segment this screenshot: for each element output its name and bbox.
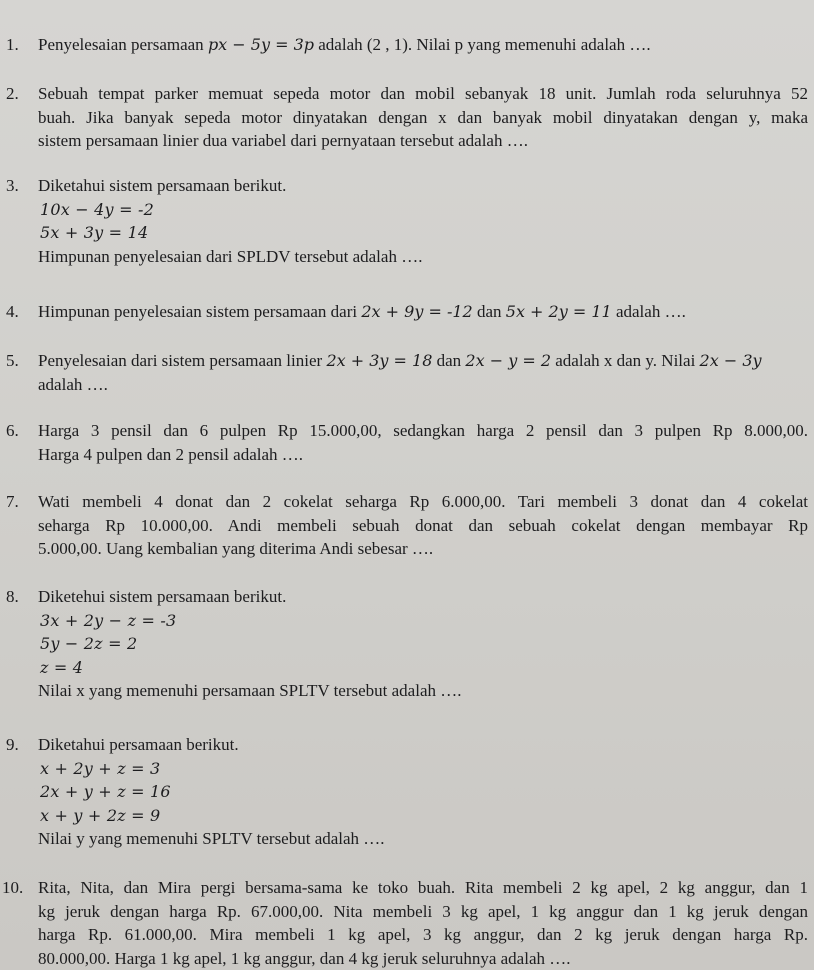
equation: 10x − 4y = -2: [40, 199, 154, 219]
question-text: 80.000,00. Harga 1 kg apel, 1 kg anggur, dan 4 kg jeruk seluruhnya adalah ….: [38, 948, 571, 968]
question-6: [0, 419, 808, 466]
question-text: adalah ….: [38, 374, 108, 394]
question-number: 10.: [2, 878, 24, 897]
question-intro: Diketahui sistem persamaan berikut.: [38, 176, 287, 195]
question-text: Penyelesaian dari sistem persamaan linier 2x + 3y = 18 dan 2x − y = 2 adalah x dan y. Nilai 2x − 3y: [38, 351, 762, 370]
question-text: kg jeruk dengan harga Rp. 67.000,00. Nita membeli 3 kg apel, 1 kg anggur dan 1 kg jeruk dengan: [38, 901, 808, 921]
question-closing: Nilai x yang memenuhi persamaan SPLTV tersebut adalah ….: [38, 681, 462, 700]
question-number: 4.: [6, 302, 19, 321]
question-closing: Himpunan penyelesaian dari SPLDV tersebut adalah ….: [38, 246, 423, 266]
question-text: Wati membeli 4 donat dan 2 cokelat seharga Rp 6.000,00. Tari membeli 3 donat dan 4 cokelat: [38, 492, 808, 511]
equation: 5x + 3y = 14: [40, 223, 149, 242]
equation: x + y + 2z = 9: [40, 805, 161, 825]
question-2: [0, 82, 808, 153]
question-number: 3.: [6, 176, 19, 195]
question-number: 8.: [6, 587, 19, 606]
question-text: Harga 3 pensil dan 6 pulpen Rp 15.000,00, sedangkan harga 2 pensil dan 3 pulpen Rp 8.000,00.: [38, 421, 808, 440]
equation: 2x + y + z = 16: [40, 782, 171, 801]
question-5: [0, 349, 808, 396]
question-number: 6.: [6, 421, 19, 440]
question-text: harga Rp. 61.000,00. Mira membeli 1 kg apel, 3 kg anggur, dan 2 kg jeruk dengan harga Rp.: [38, 925, 808, 944]
question-closing: Nilai y yang memenuhi SPLTV tersebut adalah ….: [38, 829, 385, 848]
equation: 5y − 2z = 2: [40, 634, 138, 653]
question-number: 7.: [6, 492, 19, 511]
question-text: seharga Rp 10.000,00. Andi membeli sebuah donat dan sebuah cokelat dengan membayar Rp: [38, 515, 808, 535]
equation: 3x + 2y − z = -3: [40, 610, 177, 630]
question-text: 5.000,00. Uang kembalian yang diterima Andi sebesar ….: [38, 539, 434, 558]
question-4: [0, 300, 808, 324]
question-text: buah. Jika banyak sepeda motor dinyatakan dengan x dan banyak mobil dinyatakan dengan y, maka: [38, 107, 808, 127]
question-intro: Diketehui sistem persamaan berikut.: [38, 587, 287, 606]
question-intro: Diketahui persamaan berikut.: [38, 735, 239, 754]
question-text: Rita, Nita, dan Mira pergi bersama-sama ke toko buah. Rita membeli 2 kg apel, 2 kg anggur, dan 1: [38, 878, 808, 897]
question-text: Sebuah tempat parker memuat sepeda motor dan mobil sebanyak 18 unit. Jumlah roda seluruhnya 52: [38, 84, 808, 103]
question-text: Harga 4 pulpen dan 2 pensil adalah ….: [38, 444, 304, 464]
question-3: [0, 174, 808, 268]
equation: x + 2y + z = 3: [40, 758, 161, 778]
question-number: 1.: [6, 35, 19, 54]
question-text: sistem persamaan linier dua variabel dari pernyataan tersebut adalah ….: [38, 131, 528, 150]
question-number: 5.: [6, 351, 19, 370]
question-1: [0, 33, 808, 57]
question-8: [0, 585, 808, 703]
question-text: Himpunan penyelesaian sistem persamaan dari 2x + 9y = -12 dan 5x + 2y = 11 adalah ….: [38, 302, 686, 321]
question-7: [0, 490, 808, 561]
question-number: 9.: [6, 735, 19, 754]
question-9: [0, 733, 808, 851]
question-text: Penyelesaian persamaan px − 5y = 3p adalah (2 , 1). Nilai p yang memenuhi adalah ….: [38, 35, 651, 54]
question-10: [0, 876, 808, 970]
equation: z = 4: [40, 657, 84, 677]
question-number: 2.: [6, 84, 19, 103]
